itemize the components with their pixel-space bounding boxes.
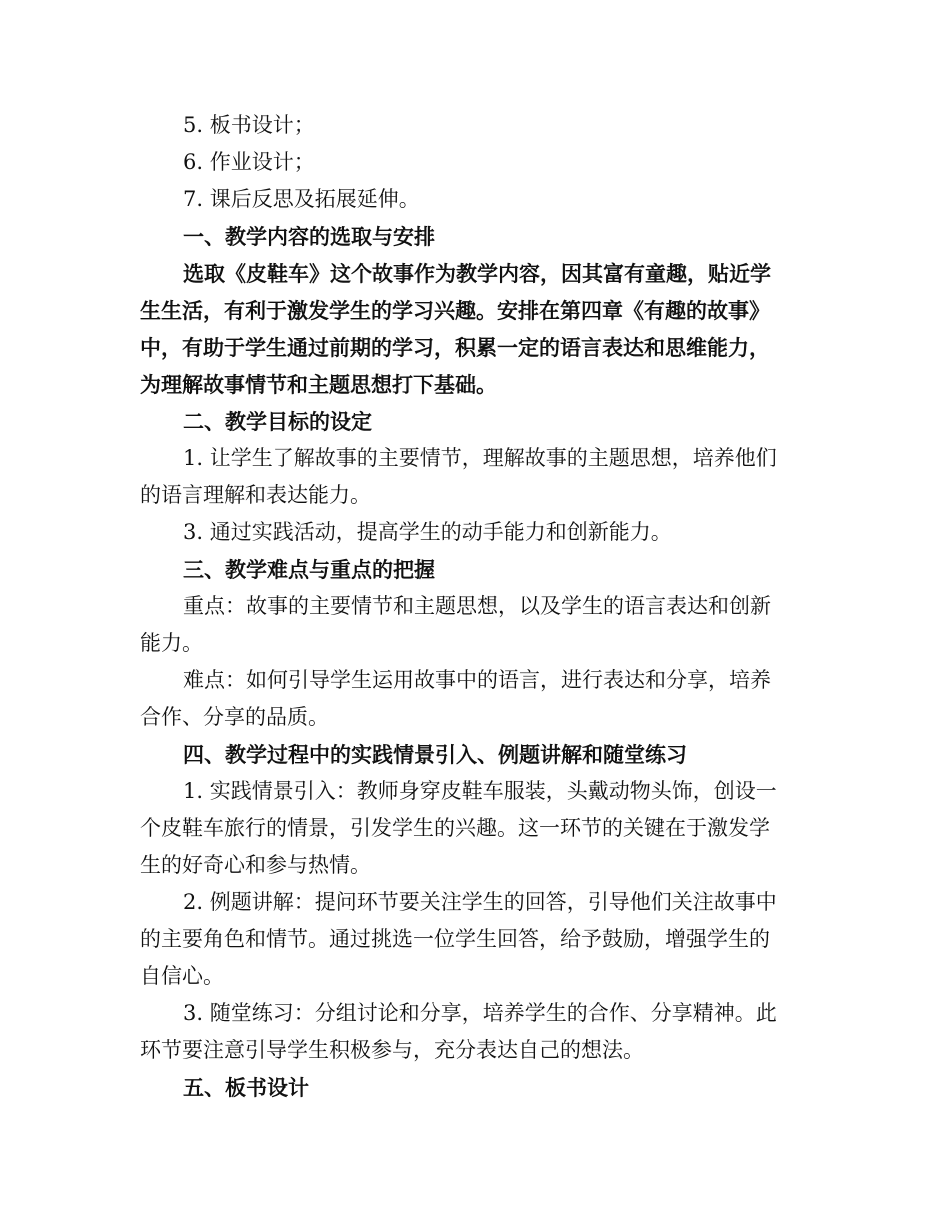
paragraph-line: 环节要注意引导学生积极参与，充分表达自己的想法。 (140, 1038, 644, 1062)
paragraph-line: 1. 让学生了解故事的主要情节，理解故事的主题思想，培养他们 (183, 446, 777, 470)
paragraph-line: 能力。 (140, 631, 203, 655)
document-page (140, 107, 804, 1106)
section-heading-5: 五、板书设计 (183, 1075, 309, 1100)
paragraph-line: 生的好奇心和参与热情。 (140, 853, 371, 877)
paragraph-line: 的语言理解和表达能力。 (140, 483, 371, 507)
section-heading-2: 二、教学目标的设定 (183, 409, 372, 434)
paragraph-line: 2. 例题讲解：提问环节要关注学生的回答，引导他们关注故事中 (183, 890, 777, 914)
paragraph-line: 3. 通过实践活动，提高学生的动手能力和创新能力。 (183, 520, 672, 544)
list-item-board-design: 5. 板书设计； (183, 113, 315, 137)
paragraph-line: 个皮鞋车旅行的情景，引发学生的兴趣。这一环节的关键在于激发学 (140, 816, 770, 840)
section-heading-3: 三、教学难点与重点的把握 (183, 557, 435, 582)
paragraph-line: 难点：如何引导学生运用故事中的语言，进行表达和分享，培养 (183, 668, 771, 692)
paragraph-line: 选取《皮鞋车》这个故事作为教学内容，因其富有童趣，贴近学 (183, 261, 771, 286)
paragraph-line: 3. 随堂练习：分组讨论和分享，培养学生的合作、分享精神。此 (183, 1001, 777, 1025)
paragraph-line: 合作、分享的品质。 (140, 705, 329, 729)
list-item-homework-design: 6. 作业设计； (183, 150, 315, 174)
paragraph-line: 生生活，有利于激发学生的学习兴趣。安排在第四章《有趣的故事》 (140, 298, 770, 323)
paragraph-line: 的主要角色和情节。通过挑选一位学生回答，给予鼓励，增强学生的 (140, 927, 770, 951)
list-item-reflection: 7. 课后反思及拓展延伸。 (183, 187, 420, 211)
paragraph-line: 自信心。 (140, 964, 224, 988)
section-heading-4: 四、教学过程中的实践情景引入、例题讲解和随堂练习 (183, 742, 687, 767)
paragraph-line: 重点：故事的主要情节和主题思想，以及学生的语言表达和创新 (183, 594, 771, 618)
paragraph-line: 中，有助于学生通过前期的学习，积累一定的语言表达和思维能力， (140, 335, 770, 360)
section-heading-1: 一、教学内容的选取与安排 (183, 224, 435, 249)
paragraph-line: 为理解故事情节和主题思想打下基础。 (140, 372, 497, 397)
paragraph-line: 1. 实践情景引入：教师身穿皮鞋车服装，头戴动物头饰，创设一 (183, 779, 777, 803)
